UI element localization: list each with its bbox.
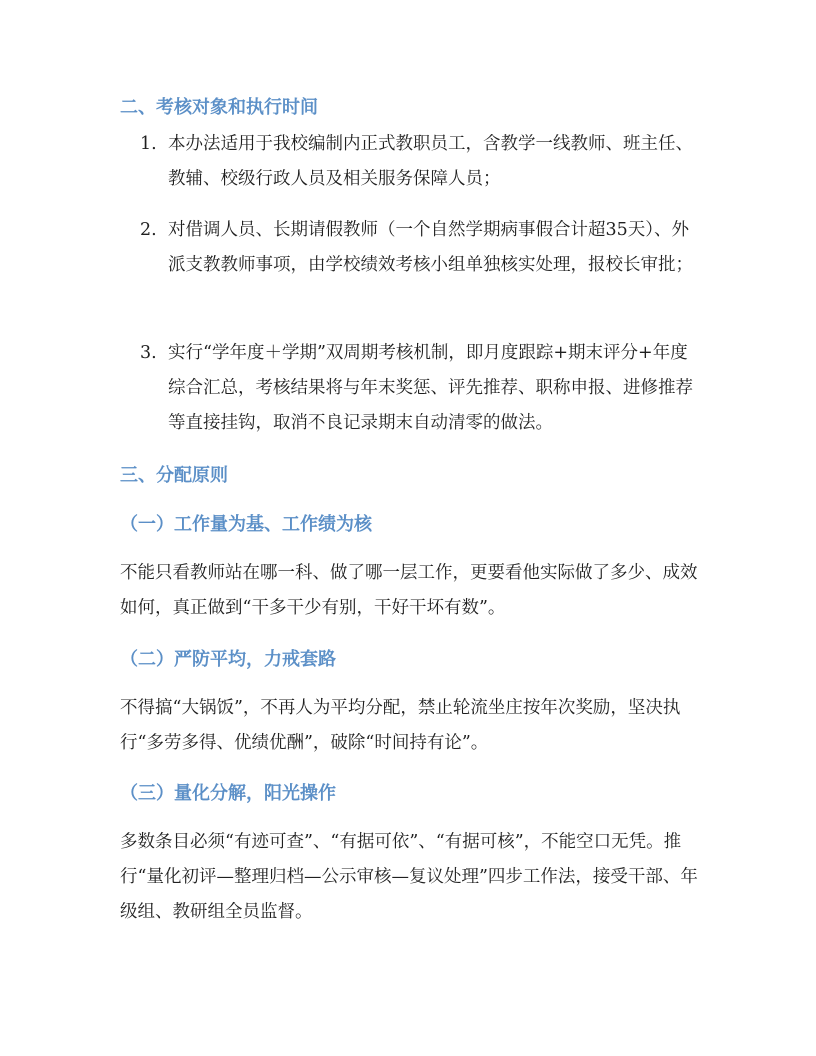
subsection-heading: （二）严防平均，力戒套路 bbox=[120, 649, 336, 670]
list-item bbox=[140, 127, 700, 197]
list-number: 3. bbox=[140, 343, 157, 363]
section-heading-scope: 二、考核对象和执行时间 bbox=[120, 97, 318, 118]
subsection-heading: （三）量化分解，阳光操作 bbox=[120, 783, 336, 804]
paragraph: 不能只看教师站在哪一科、做了哪一层工作，更要看他实际做了多少、成效如何，真正做到“干多干少有别，干好干坏有数”。 bbox=[120, 563, 698, 618]
subsection-heading: （一）工作量为基、工作绩为核 bbox=[120, 514, 372, 535]
section-heading-principles: 三、分配原则 bbox=[120, 465, 228, 486]
list-text: 本办法适用于我校编制内正式教职员工，含教学一线教师、班主任、教辅、校级行政人员及相关服务保障人员； bbox=[168, 134, 693, 189]
list-item bbox=[140, 336, 700, 441]
list-number: 1. bbox=[140, 134, 157, 154]
list-text: 实行“学年度＋学期”双周期考核机制，即月度跟踪+期末评分+年度综合汇总，考核结果将与年末奖惩、评先推荐、职称申报、进修推荐等直接挂钩，取消不良记录期末自动清零的做法。 bbox=[168, 343, 693, 433]
paragraph: 多数条目必须“有迹可查”、“有据可依”、“有据可核”，不能空口无凭。推行“量化初评—整理归档—公示审核—复议处理”四步工作法，接受干部、年级组、教研组全员监督。 bbox=[120, 832, 698, 922]
list-item bbox=[140, 213, 700, 283]
list-text: 对借调人员、长期请假教师（一个自然学期病事假合计超35天）、外派支教教师事项，由学校绩效考核小组单独核实处理，报校长审批； bbox=[168, 220, 693, 275]
list-number: 2. bbox=[140, 220, 157, 240]
paragraph: 不得搞“大锅饭”，不再人为平均分配，禁止轮流坐庄按年次奖励，坚决执行“多劳多得、优绩优酬”，破除“时间持有论”。 bbox=[120, 698, 681, 753]
